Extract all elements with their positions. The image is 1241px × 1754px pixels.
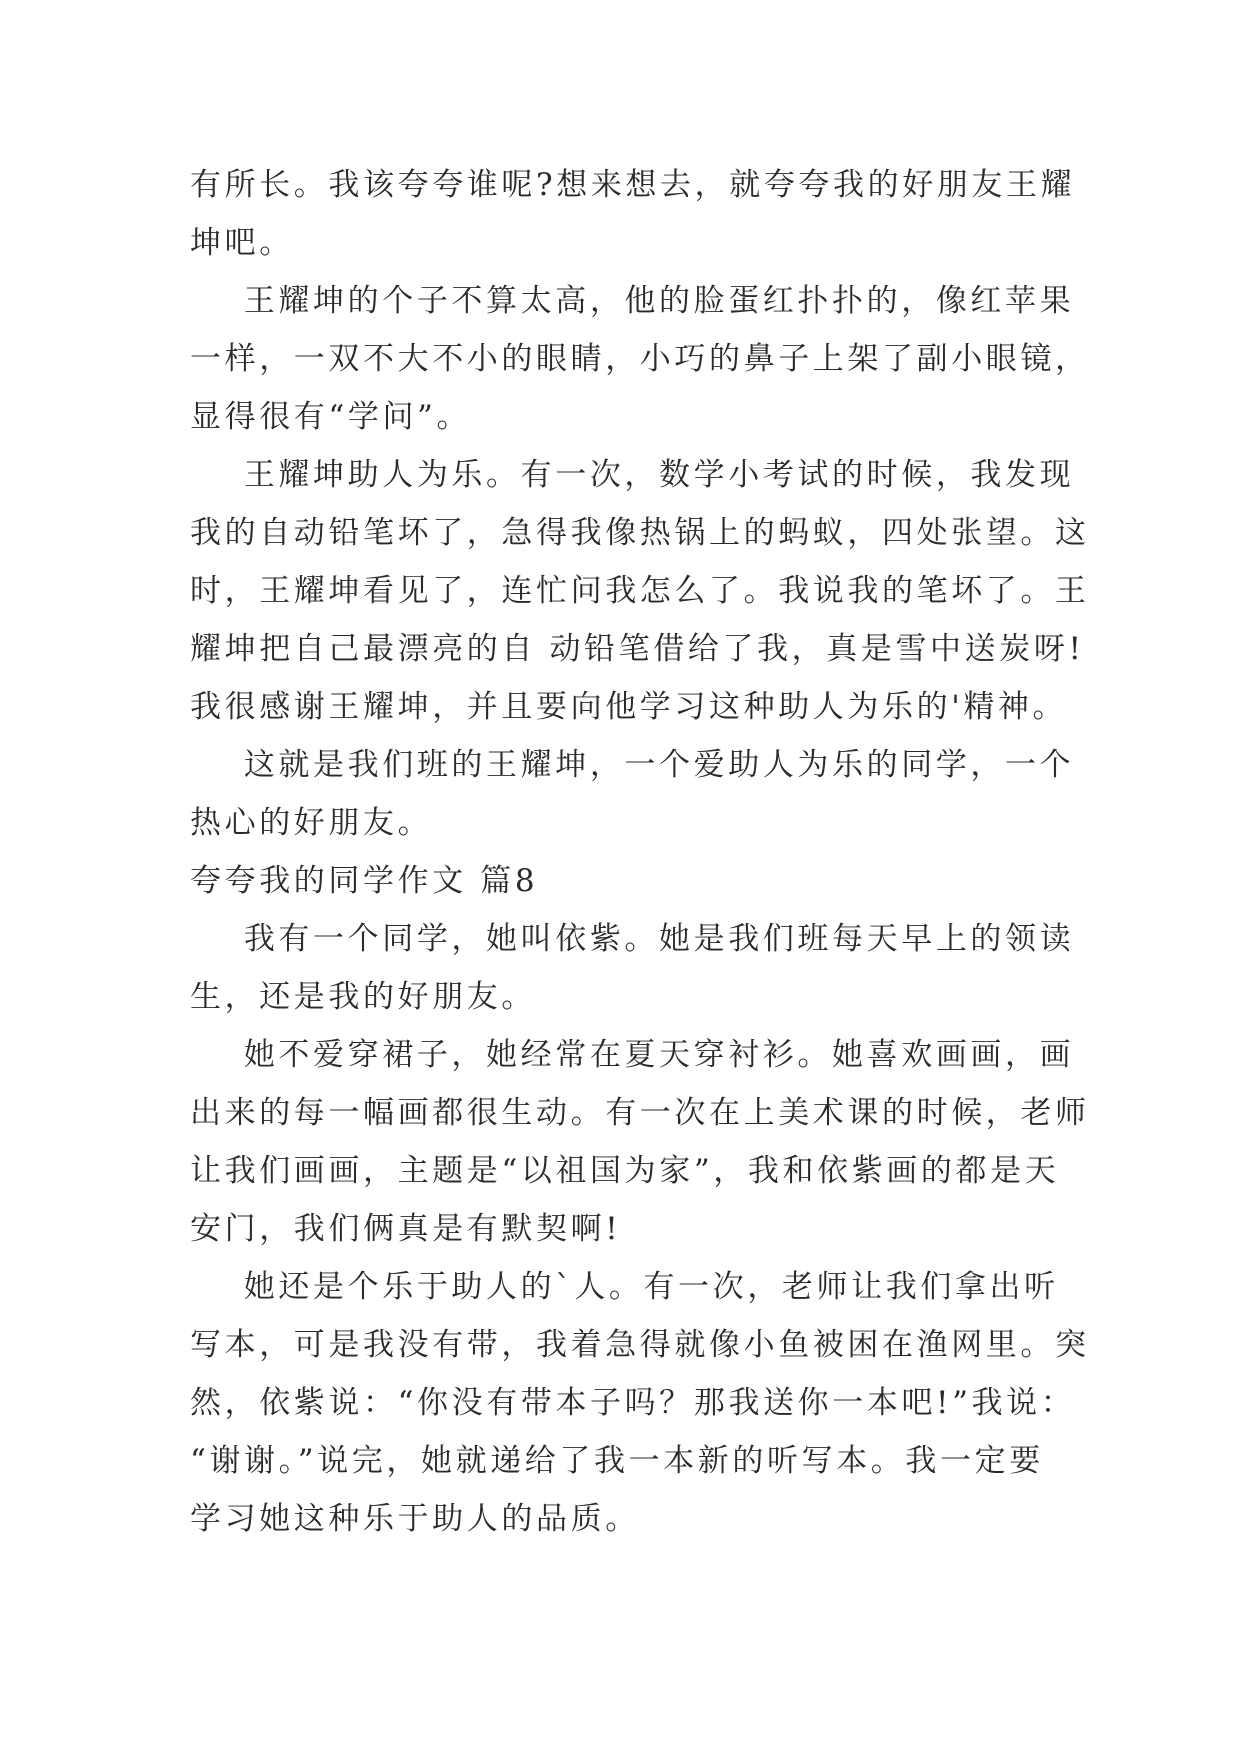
text-line: 出来的每一幅画都很生动。有一次在上美术课的时候，老师: [190, 1095, 1090, 1131]
text-line: 王耀坤的个子不算太高，他的脸蛋红扑扑的，像红苹果: [190, 283, 1075, 319]
text-line: 然，依紫说：“你没有带本子吗？那我送你一本吧!”我说：: [190, 1385, 1076, 1421]
text-line: 耀坤把自己最漂亮的自 动铅笔借给了我，真是雪中送炭呀!: [190, 631, 1085, 667]
text-line: 坤吧。: [190, 225, 294, 261]
text-line: 生，还是我的好朋友。: [190, 979, 536, 1015]
text-line: 我有一个同学，她叫依紫。她是我们班每天早上的领读: [190, 921, 1075, 957]
text-line: 时，王耀坤看见了，连忙问我怎么了。我说我的笔坏了。王: [190, 573, 1090, 609]
text-line: 她还是个乐于助人的`人。有一次，老师让我们拿出听: [190, 1269, 1059, 1305]
text-line: 写本，可是我没有带，我着急得就像小鱼被困在渔网里。突: [190, 1327, 1090, 1363]
text-line: 这就是我们班的王耀坤，一个爱助人为乐的同学，一个: [190, 747, 1075, 783]
text-line: 学习她这种乐于助人的品质。: [190, 1501, 640, 1537]
text-line: 热心的好朋友。: [190, 805, 433, 841]
text-line: 王耀坤助人为乐。有一次，数学小考试的时候，我发现: [190, 457, 1075, 493]
text-line: 有所长。我该夸夸谁呢?想来想去，就夸夸我的好朋友王耀: [190, 167, 1076, 203]
text-line: 让我们画画，主题是“以祖国为家”，我和依紫画的都是天: [190, 1153, 1060, 1189]
text-line: 我很感谢王耀坤，并且要向他学习这种助人为乐的'精神。: [190, 689, 1068, 725]
text-line: 显得很有“学问”。: [190, 399, 472, 435]
article-body: [190, 156, 1090, 1548]
text-line: “谢谢。”说完，她就递给了我一本新的听写本。我一定要: [190, 1443, 1044, 1479]
text-line: 一样，一双不大不小的眼睛，小巧的鼻子上架了副小眼镜，: [190, 341, 1090, 377]
section-heading: 夸夸我的同学作文 篇8: [190, 863, 539, 899]
text-line: 安门，我们俩真是有默契啊!: [190, 1211, 622, 1247]
text-line: 她不爱穿裙子，她经常在夏天穿衬衫。她喜欢画画，画: [190, 1037, 1075, 1073]
text-line: 我的自动铅笔坏了，急得我像热锅上的蚂蚁，四处张望。这: [190, 515, 1090, 551]
